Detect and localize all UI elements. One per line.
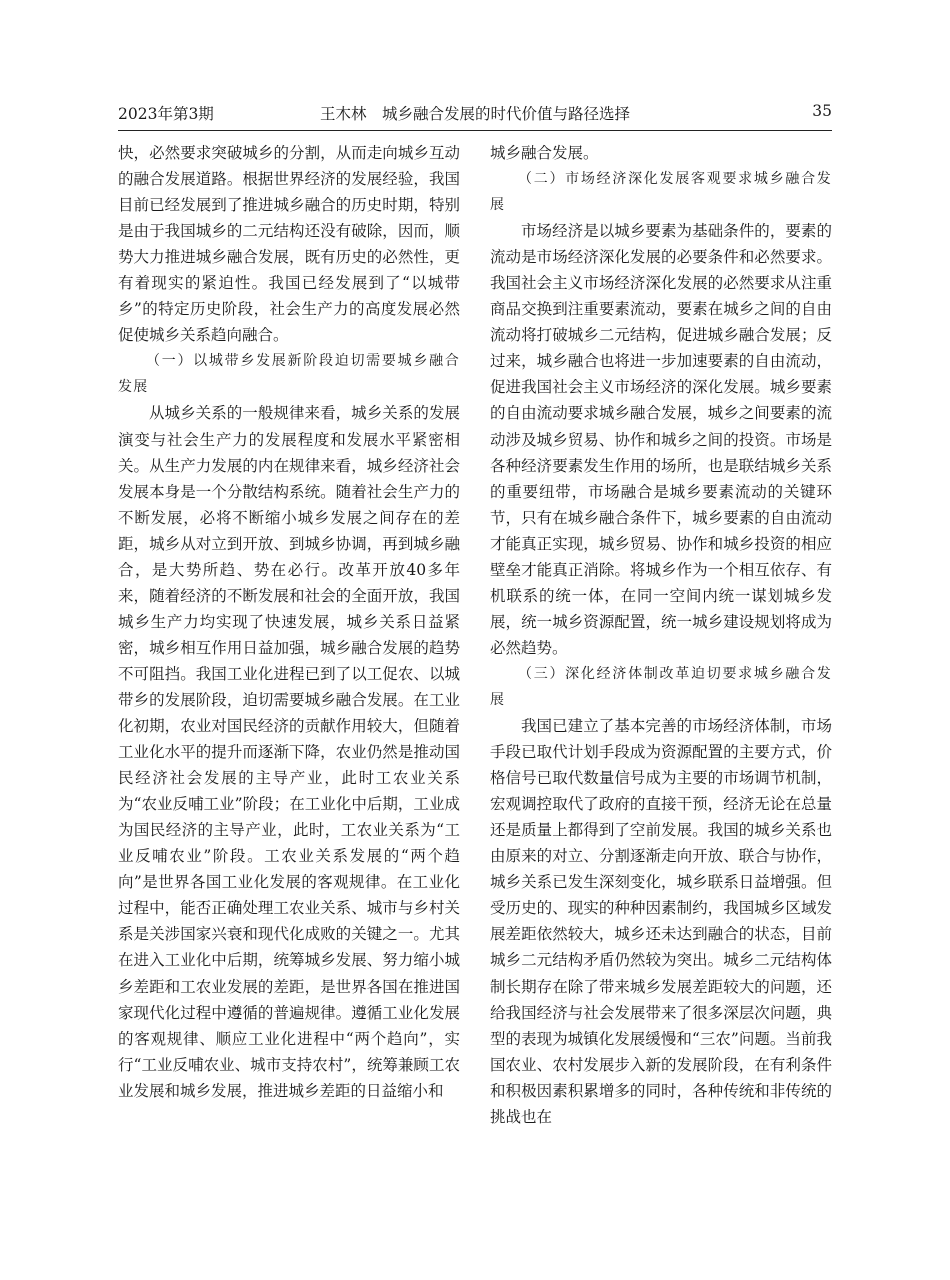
section-heading-3: （三）深化经济体制改革迫切要求城乡融合发展	[490, 665, 832, 708]
paragraph-continuation: 快，必然要求突破城乡的分割，从而走向城乡互动的融合发展道路。根据世界经济的发展经验，我国目前已经发展到了推进城乡融合的历史时期，特别是由于我国城乡的二元结构还没有破除，因而，顺势大力推进城乡融合发展，既有历史的必然性，更有着现实的紧迫性。我国已经发展到了“以城带乡”的特定历史阶段，社会生产力的高度发展必然促使城乡关系趋向融合。	[118, 144, 460, 345]
running-title: 王木林 城乡融合发展的时代价值与路径选择	[319, 105, 630, 123]
right-column	[490, 140, 832, 1130]
header-rule	[118, 130, 832, 131]
left-column	[118, 140, 460, 1104]
section-heading-2: （二）市场经济深化发展客观要求城乡融合发展	[490, 171, 832, 214]
paragraph: 市场经济是以城乡要素为基础条件的，要素的流动是市场经济深化发展的必要条件和必然要求。我国社会主义市场经济深化发展的必然要求从注重商品交换到注重要素流动，要素在城乡之间的自由流动将打破城乡二元结构，促进城乡融合发展；反过来，城乡融合也将进一步加速要素的自由流动，促进我国社会主义市场经济的深化发展。城乡要素的自由流动要求城乡融合发展，城乡之间要素的流动涉及城乡贸易、协作和城乡之间的投资。市场是各种经济要素发生作用的场所，也是联结城乡关系的重要纽带，市场融合是城乡要素流动的关键环节，只有在城乡融合条件下，城乡要素的自由流动才能真正实现，城乡贸易、协作和城乡投资的相应壁垒才能真正消除。将城乡作为一个相互依存、有机联系的统一体，在同一空间内统一谋划城乡发展，统一城乡资源配置，统一城乡建设规划将成为必然趋势。	[490, 222, 832, 657]
running-header	[118, 102, 832, 126]
page-number: 35	[812, 102, 832, 120]
paragraph: 从城乡关系的一般规律来看，城乡关系的发展演变与社会生产力的发展程度和发展水平紧密相关。从生产力发展的内在规律来看，城乡经济社会发展本身是一个分散结构系统。随着社会生产力的不断发展，必将不断缩小城乡发展之间存在的差距，城乡从对立到开放、到城乡协调，再到城乡融合，是大势所趋、势在必行。改革开放40多年来，随着经济的不断发展和社会的全面开放，我国城乡生产力均实现了快速发展，城乡关系日益紧密，城乡相互作用日益加强，城乡融合发展的趋势不可阻挡。我国工业化进程已到了以工促农、以城带乡的发展阶段，迫切需要城乡融合发展。在工业化初期，农业对国民经济的贡献作用较大，但随着工业化水平的提升而逐渐下降，农业仍然是推动国民经济社会发展的主导产业，此时工农业关系为“农业反哺工业”阶段；在工业化中后期，工业成为国民经济的主导产业，此时，工农业关系为“工业反哺农业”阶段。工农业关系发展的“两个趋向”是世界各国工业化发展的客观规律。在工业化过程中，能否正确处理工农业关系、城市与乡村关系是关涉国家兴衰和现代化成败的关键之一。尤其在进入工业化中后期，统筹城乡发展、努力缩小城乡差距和工农业发展的差距，是世界各国在推进国家现代化过程中遵循的普遍规律。遵循工业化发展的客观规律、顺应工业化进程中“两个趋向”，实行“工业反哺农业、城市支持农村”，统筹兼顾工农业发展和城乡发展，推进城乡差距的日益缩小和	[118, 404, 460, 1100]
paragraph-continuation: 城乡融合发展。	[490, 144, 599, 162]
paragraph: 我国已建立了基本完善的市场经济体制，市场手段已取代计划手段成为资源配置的主要方式，价格信号已取代数量信号成为主要的市场调节机制，宏观调控取代了政府的直接干预，经济无论在总量还是质量上都得到了空前发展。我国的城乡关系也由原来的对立、分割逐渐走向开放、联合与协作，城乡关系已发生深刻变化，城乡联系日益增强。但受历史的、现实的种种因素制约，我国城乡区域发展差距依然较大，城乡还未达到融合的状态，目前城乡二元结构矛盾仍然较为突出。城乡二元结构体制长期存在除了带来城乡发展差距较大的问题，还给我国经济与社会发展带来了很多深层次问题，典型的表现为城镇化发展缓慢和“三农”问题。当前我国农业、农村发展步入新的发展阶段，在有利条件和积极因素积累增多的同时，各种传统和非传统的挑战也在	[490, 717, 832, 1126]
journal-issue: 2023年第3期	[118, 105, 214, 123]
section-heading-1: （一）以城带乡发展新阶段迫切需要城乡融合发展	[118, 353, 460, 396]
